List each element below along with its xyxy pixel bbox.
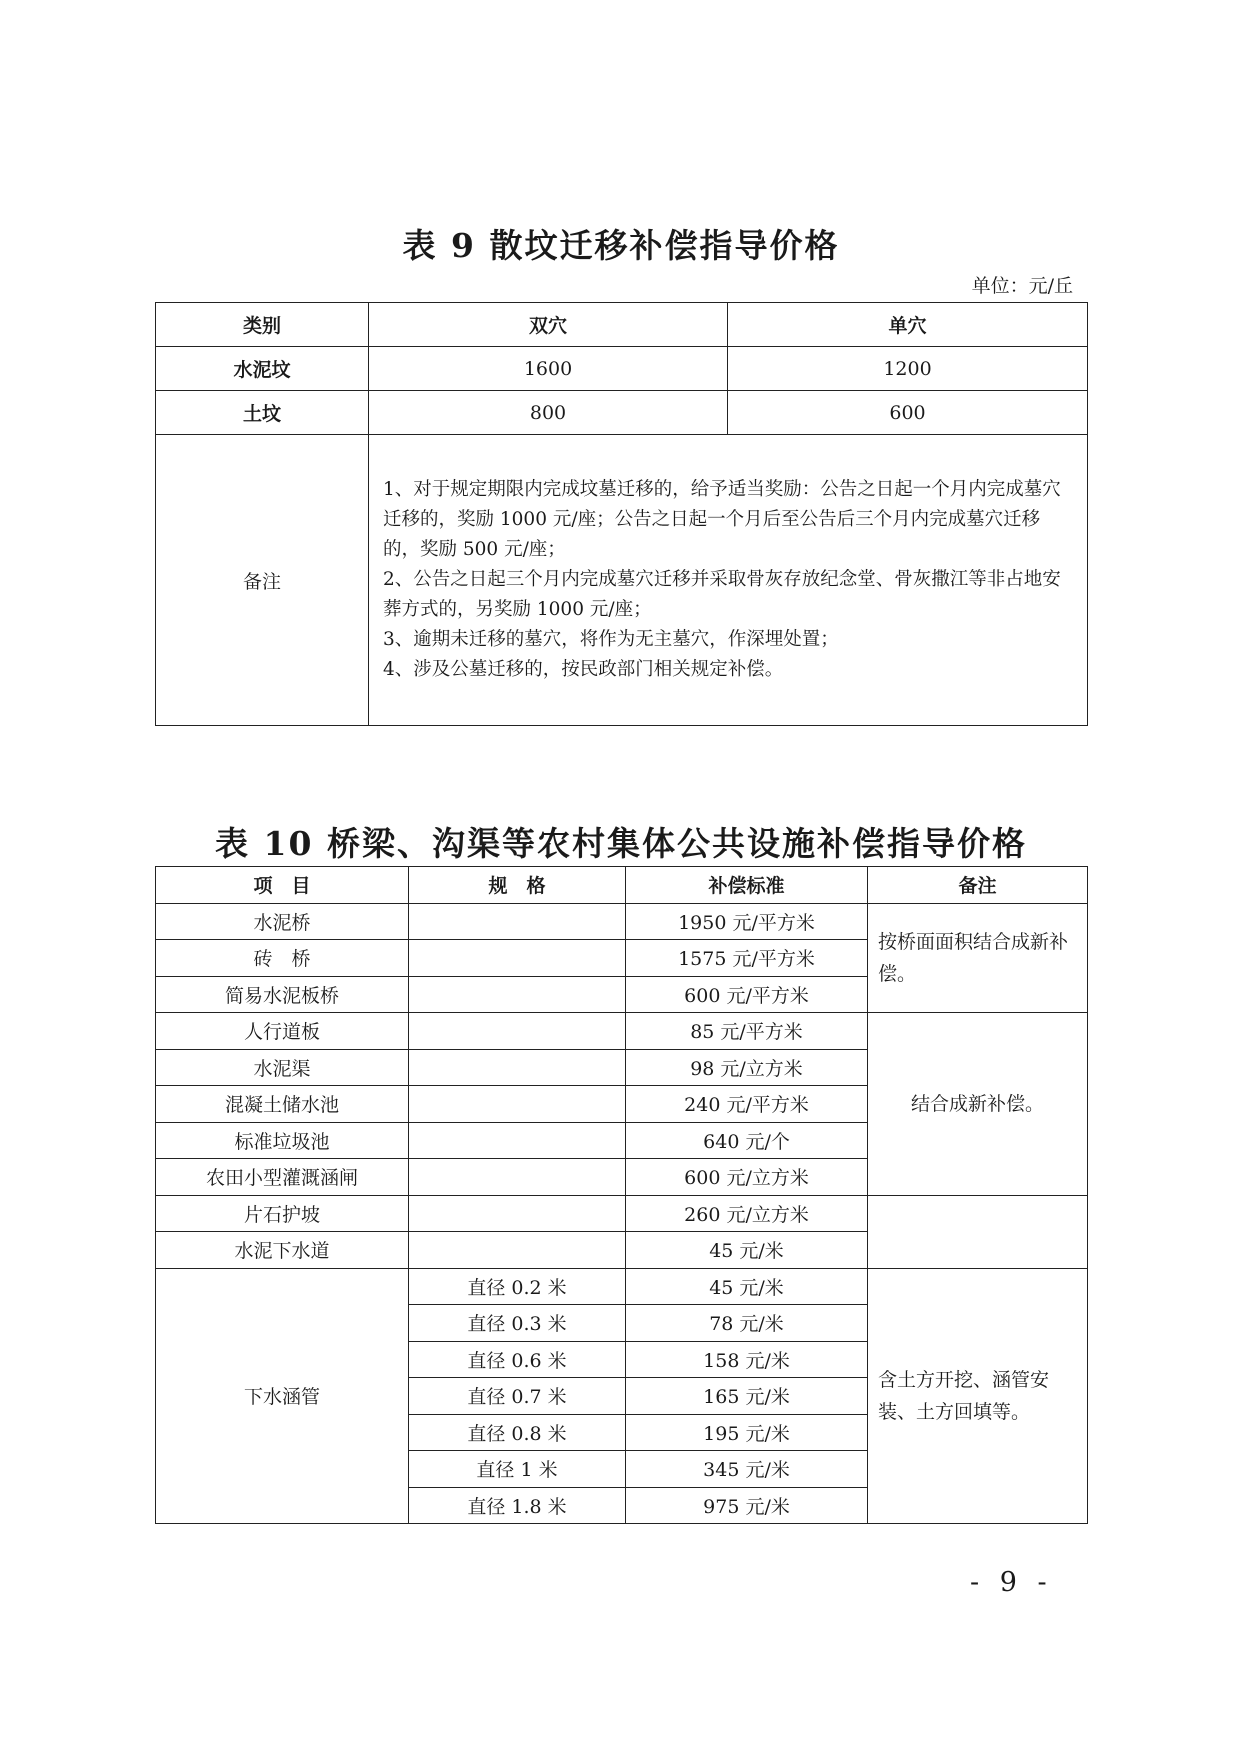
- price-cell: 975 元/米: [626, 1487, 868, 1524]
- price-cell: 600 元/平方米: [626, 976, 868, 1013]
- remark-cell: 含土方开挖、涵管安装、土方回填等。: [868, 1268, 1088, 1524]
- price-cell: 45 元/米: [626, 1268, 868, 1305]
- header-cell: 类别: [156, 303, 369, 347]
- price-cell: 1575 元/平方米: [626, 940, 868, 977]
- price-cell: 600 元/立方米: [626, 1159, 868, 1196]
- notes-row: [156, 435, 1088, 726]
- item-cell: 水泥下水道: [156, 1232, 409, 1269]
- spec-cell: 直径 1 米: [409, 1451, 626, 1488]
- table10: [155, 866, 1088, 1524]
- remark-cell: [868, 1195, 1088, 1268]
- spec-cell: [409, 940, 626, 977]
- table-row: [156, 391, 1088, 435]
- item-cell: 水泥桥: [156, 903, 409, 940]
- spec-cell: [409, 903, 626, 940]
- spec-cell: 直径 0.7 米: [409, 1378, 626, 1415]
- value-cell: 1200: [728, 347, 1088, 391]
- item-cell: 砖 桥: [156, 940, 409, 977]
- spec-cell: [409, 976, 626, 1013]
- note-item: 2、公告之日起三个月内完成墓穴迁移并采取骨灰存放纪念堂、骨灰撒江等非占地安葬方式的，另奖励 1000 元/座；: [383, 569, 1061, 620]
- page-number: - 9 -: [970, 1567, 1053, 1598]
- spec-cell: 直径 0.2 米: [409, 1268, 626, 1305]
- spec-cell: [409, 1013, 626, 1050]
- notes-label: 备注: [156, 435, 369, 726]
- item-cell: 下水涵管: [156, 1268, 409, 1524]
- value-cell: 1600: [369, 347, 728, 391]
- value-cell: 600: [728, 391, 1088, 435]
- notes-content: [369, 435, 1088, 726]
- header-cell: 项 目: [156, 867, 409, 904]
- item-cell: 混凝土储水池: [156, 1086, 409, 1123]
- header-cell: 备注: [868, 867, 1088, 904]
- table-row: [156, 347, 1088, 391]
- spec-cell: [409, 1159, 626, 1196]
- price-cell: 640 元/个: [626, 1122, 868, 1159]
- spec-cell: [409, 1232, 626, 1269]
- note-item: 1、对于规定期限内完成坟墓迁移的，给予适当奖励：公告之日起一个月内完成墓穴迁移的，奖励 1000 元/座；公告之日起一个月后至公告后三个月内完成墓穴迁移的，奖励 500 元/座；: [383, 479, 1061, 560]
- table-row: [156, 1013, 1088, 1050]
- spec-cell: 直径 0.6 米: [409, 1341, 626, 1378]
- table10-title: 表 10 桥梁、沟渠等农村集体公共设施补偿指导价格: [215, 824, 1027, 863]
- item-cell: 标准垃圾池: [156, 1122, 409, 1159]
- item-cell: 简易水泥板桥: [156, 976, 409, 1013]
- spec-cell: [409, 1195, 626, 1232]
- spec-cell: [409, 1122, 626, 1159]
- table-row: [156, 1195, 1088, 1232]
- remark-cell: 按桥面面积结合成新补偿。: [868, 903, 1088, 1013]
- note-item: 4、涉及公墓迁移的，按民政部门相关规定补偿。: [383, 659, 784, 680]
- item-cell: 人行道板: [156, 1013, 409, 1050]
- spec-cell: 直径 0.3 米: [409, 1305, 626, 1342]
- table-row: [156, 903, 1088, 940]
- note-item: 3、逾期未迁移的墓穴，将作为无主墓穴，作深埋处置；: [383, 629, 839, 650]
- spec-cell: [409, 1086, 626, 1123]
- category-cell: 水泥坟: [156, 347, 369, 391]
- item-cell: 农田小型灌溉涵闸: [156, 1159, 409, 1196]
- price-cell: 78 元/米: [626, 1305, 868, 1342]
- remark-cell: 结合成新补偿。: [868, 1013, 1088, 1196]
- table9-title: 表 9 散坟迁移补偿指导价格: [402, 226, 840, 265]
- table-row: [156, 1268, 1088, 1305]
- price-cell: 165 元/米: [626, 1378, 868, 1415]
- price-cell: 85 元/平方米: [626, 1013, 868, 1050]
- header-cell: 双穴: [369, 303, 728, 347]
- spec-cell: 直径 0.8 米: [409, 1414, 626, 1451]
- header-cell: 单穴: [728, 303, 1088, 347]
- spec-cell: [409, 1049, 626, 1086]
- header-cell: 补偿标准: [626, 867, 868, 904]
- price-cell: 158 元/米: [626, 1341, 868, 1378]
- table9: [155, 302, 1088, 726]
- category-cell: 土坟: [156, 391, 369, 435]
- price-cell: 98 元/立方米: [626, 1049, 868, 1086]
- table9-unit: 单位：元/丘: [971, 275, 1073, 297]
- table-header-row: [156, 303, 1088, 347]
- header-cell: 规 格: [409, 867, 626, 904]
- value-cell: 800: [369, 391, 728, 435]
- table-header-row: [156, 867, 1088, 904]
- price-cell: 345 元/米: [626, 1451, 868, 1488]
- price-cell: 260 元/立方米: [626, 1195, 868, 1232]
- spec-cell: 直径 1.8 米: [409, 1487, 626, 1524]
- item-cell: 片石护坡: [156, 1195, 409, 1232]
- price-cell: 195 元/米: [626, 1414, 868, 1451]
- item-cell: 水泥渠: [156, 1049, 409, 1086]
- price-cell: 45 元/米: [626, 1232, 868, 1269]
- price-cell: 1950 元/平方米: [626, 903, 868, 940]
- price-cell: 240 元/平方米: [626, 1086, 868, 1123]
